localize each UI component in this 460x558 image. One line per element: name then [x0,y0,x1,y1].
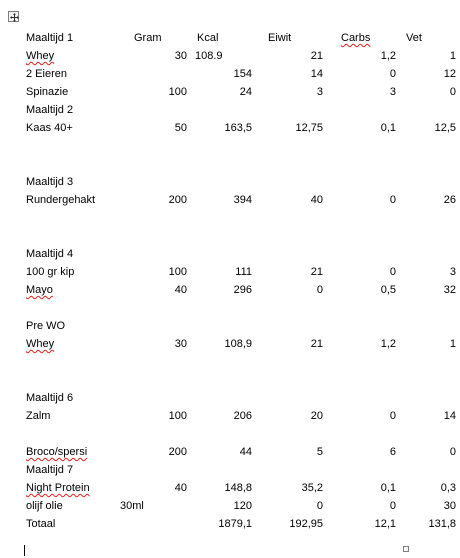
kcal-cell [191,317,256,335]
table-row [22,479,460,497]
carbs-cell: 1,2 [380,338,396,350]
carbs-header [327,29,400,47]
blank-row [22,371,460,389]
table-header-row [22,29,460,47]
gram-cell: 40 [174,482,187,494]
eiwit-cell [256,317,327,335]
gram-cell: 50 [174,122,187,134]
blank-row [22,425,460,443]
vet-cell [400,245,460,263]
vet-cell: 30 [443,500,456,512]
meal-heading: Maaltijd 2 [26,104,74,116]
carbs-cell [327,317,400,335]
blank-cell [22,209,460,227]
gram-cell: 40 [174,284,187,296]
carbs-cell: 6 [389,446,396,458]
gram-cell [116,461,191,479]
kcal-cell: 120 [233,500,252,512]
item-text: Mayo [26,284,53,296]
carbs-cell [327,101,400,119]
item-cell: Zalm [26,410,51,422]
blank-cell [22,371,460,389]
item-text: Whey [26,50,55,62]
item-cell [22,335,116,353]
eiwit-cell: 14 [310,68,323,80]
kcal-cell [191,389,256,407]
vet-cell: 1 [449,50,456,62]
resize-square-icon[interactable] [403,546,409,552]
nutrition-table [22,29,460,533]
total-row [22,515,460,533]
eiwit-cell [256,461,327,479]
eiwit-cell: 5 [316,446,323,458]
item-cell: Kaas 40+ [26,122,73,134]
meal-heading: Maaltijd 6 [26,392,74,404]
carbs-cell [327,389,400,407]
item-text: Night Protein [26,482,90,494]
vet-header: Vet [406,32,422,44]
table-row [22,101,460,119]
gram-cell: 30ml [120,500,144,512]
gram-cell [116,515,191,533]
kcal-cell: 1879,1 [218,518,252,530]
gram-cell: 200 [168,446,187,458]
carbs-cell [327,173,400,191]
gram-cell [116,245,191,263]
table-row [22,335,460,353]
vet-cell: 3 [449,266,456,278]
table-row [22,119,460,137]
blank-row [22,299,460,317]
kcal-cell [191,461,256,479]
table-row [22,47,460,65]
carbs-cell: 0 [389,410,396,422]
blank-cell [22,299,460,317]
blank-row [22,155,460,173]
item-cell: olijf olie [26,500,63,512]
blank-row [22,137,460,155]
eiwit-cell [256,173,327,191]
kcal-cell [191,245,256,263]
gram-cell [116,65,191,83]
carbs-cell: 0,1 [380,122,396,134]
kcal-cell: 108.9 [195,50,223,62]
carbs-header-text: Carbs [341,32,371,44]
eiwit-cell: 192,95 [289,518,323,530]
eiwit-cell: 3 [316,86,323,98]
vet-cell: 32 [443,284,456,296]
blank-cell [22,353,460,371]
item-cell: 2 Eieren [26,68,67,80]
carbs-cell: 12,1 [374,518,396,530]
item-text: Whey [26,338,55,350]
gram-header: Gram [134,32,162,44]
carbs-cell: 0 [389,194,396,206]
eiwit-cell [256,101,327,119]
table-row [22,263,460,281]
eiwit-cell: 0 [316,500,323,512]
table-row [22,281,460,299]
kcal-cell: 163,5 [224,122,252,134]
blank-cell [22,155,460,173]
meal-heading: Maaltijd 3 [26,176,74,188]
table-row [22,173,460,191]
kcal-cell: 44 [239,446,252,458]
carbs-cell: 0,5 [380,284,396,296]
eiwit-cell: 21 [310,266,323,278]
table-row [22,317,460,335]
gram-cell: 30 [174,50,187,62]
vet-cell: 1 [449,338,456,350]
table-row [22,83,460,101]
item-cell [22,281,116,299]
kcal-cell: 148,8 [224,482,252,494]
four-way-arrow-icon [9,12,20,23]
eiwit-cell: 12,75 [295,122,323,134]
meal-heading: Maaltijd 1 [26,32,74,44]
gram-cell: 100 [168,266,187,278]
eiwit-cell: 40 [310,194,323,206]
meal-heading: Pre WO [26,320,66,332]
blank-cell [22,425,460,443]
vet-cell: 0,3 [440,482,456,494]
kcal-cell: 206 [233,410,252,422]
vet-cell [400,101,460,119]
table-row [22,389,460,407]
vet-cell [400,389,460,407]
vet-cell [400,173,460,191]
eiwit-cell [256,389,327,407]
blank-row [22,227,460,245]
blank-row [22,353,460,371]
item-text: Broco/spersi [26,446,88,458]
gram-cell: 100 [168,410,187,422]
item-cell: Rundergehakt [26,194,96,206]
vet-cell: 26 [443,194,456,206]
kcal-cell: 394 [233,194,252,206]
eiwit-cell [256,245,327,263]
table-row [22,443,460,461]
table-row [22,461,460,479]
text-cursor [24,545,25,556]
kcal-cell: 111 [235,266,252,278]
eiwit-cell: 0 [316,284,323,296]
vet-cell [400,461,460,479]
carbs-cell: 0 [389,266,396,278]
vet-cell: 0 [449,86,456,98]
eiwit-cell: 20 [310,410,323,422]
gram-cell [116,389,191,407]
item-cell [22,47,116,65]
item-cell [22,443,116,461]
carbs-cell [327,245,400,263]
total-label: Totaal [26,518,56,530]
vet-cell [400,317,460,335]
gram-cell: 30 [174,338,187,350]
kcal-cell: 24 [239,86,252,98]
blank-row [22,209,460,227]
item-cell: Spinazie [26,86,69,98]
eiwit-cell: 35,2 [301,482,323,494]
carbs-cell: 1,2 [380,50,396,62]
meal-heading: Maaltijd 4 [26,248,74,260]
table-row [22,65,460,83]
carbs-cell: 3 [389,86,396,98]
kcal-header: Kcal [197,32,219,44]
gram-cell: 200 [168,194,187,206]
gram-cell [116,317,191,335]
vet-cell: 0 [449,446,456,458]
table-row [22,191,460,209]
gram-cell [116,101,191,119]
carbs-cell: 0 [389,68,396,80]
blank-cell [22,137,460,155]
blank-cell [22,227,460,245]
table-row [22,497,460,515]
eiwit-cell: 21 [310,50,323,62]
eiwit-header: Eiwit [268,32,292,44]
item-cell [22,479,116,497]
gram-cell [116,173,191,191]
vet-cell: 12 [443,68,456,80]
gram-cell: 100 [168,86,187,98]
table-row [22,245,460,263]
kcal-cell: 296 [233,284,252,296]
table-row [22,407,460,425]
carbs-cell: 0,1 [380,482,396,494]
vet-cell: 12,5 [434,122,456,134]
kcal-cell [191,101,256,119]
eiwit-cell: 21 [310,338,323,350]
kcal-cell [191,173,256,191]
kcal-cell: 108,9 [224,338,252,350]
vet-cell: 131,8 [428,518,456,530]
vet-cell: 14 [443,410,456,422]
carbs-cell: 0 [389,500,396,512]
item-cell: 100 gr kip [26,266,75,278]
meal-heading: Maaltijd 7 [26,464,74,476]
carbs-cell [327,461,400,479]
kcal-cell: 154 [233,68,252,80]
table-move-handle[interactable] [8,11,19,22]
